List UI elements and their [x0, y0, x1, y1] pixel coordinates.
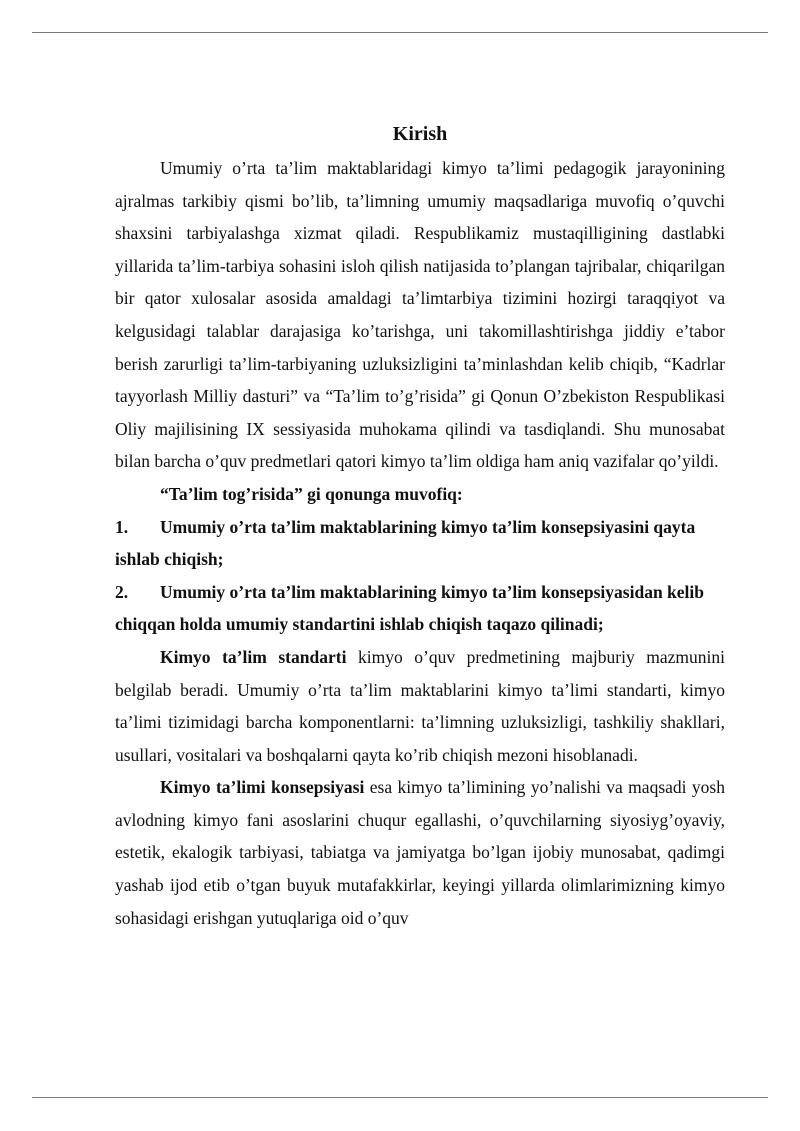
- list-item: [115, 576, 725, 641]
- footer-rule: [32, 1097, 768, 1098]
- standard-text: kimyo o’quv predmetining majburiy mazmunini belgilab beradi. Umumiy o’rta ta’lim maktablarini kimyo ta’limi standarti, kimyo ta’limi tizimidagi barcha komponentlarni: ta’limning uzluksizligi, tashkiliy shakllari, usullari, vositalari va boshqalarni qayta ko’rib chiqish mezoni hisoblanadi.: [115, 646, 725, 765]
- law-heading: “Ta’lim tog’risida” gi qonunga muvofiq:: [160, 483, 463, 504]
- concept-text: esa kimyo ta’limining yo’nalishi va maqsadi yosh avlodning kimyo fani asoslarini chuqur egallashi, o’quvchilarning siyosiyg’oyaviy, estetik, ekalogik tarbiyasi, tabiatga va jamiyatga bo’lgan ijobiy munosabat, qadimgi yashab ijod etib o’tgan buyuk mutafakkirlar, keyingi yillarda olimlarimizning kimyo sohasidagi erishgan yutuqlariga oid o’quv: [115, 777, 725, 928]
- standard-term: Kimyo ta’lim standarti: [160, 646, 347, 667]
- list-item: [115, 511, 725, 576]
- concept-term: Kimyo ta’limi konsepsiyasi: [160, 777, 365, 798]
- intro-paragraph: Umumiy o’rta ta’lim maktablaridagi kimyo ta’limi pedagogik jarayonining ajralmas tarkibiy qismi bo’lib, ta’limning umumiy maqsadlariga muvofiq o’quvchi shaxsini tarbiyalashga xizmat qiladi. Respublikamiz mustaqilligining dastlabki yillarida ta’lim-tarbiya sohasini isloh qilish natijasida to’plangan tajribalar, chiqarilgan bir qator xulosalar asosida amaldagi ta’limtarbiya tizimini hozirgi taraqqiyot va kelgusidagi talablar darajasiga ko’tarishga, uni takomillashtirishga jiddiy e’tabor berish zarurligi ta’lim-tarbiyaning uzluksizligini ta’minlashdan kelib chiqib, “Kadrlar tayyorlash Milliy dasturi” va “Ta’lim to’g’risida” gi Qonun O’zbekiston Respublikasi Oliy majilisining IX sessiyasida muhokama qilindi va tasdiqlandi. Shu munosabat bilan barcha o’quv predmetlari qatori kimyo ta’lim oldiga ham aniq vazifalar qo’yildi.: [115, 158, 725, 472]
- list-item-number: 1.: [115, 516, 129, 537]
- header-rule: [32, 32, 768, 33]
- list-item-text: Umumiy o’rta ta’lim maktablarining kimyo ta’lim konsepsiyasidan kelib chiqqan holda umumiy standartini ishlab chiqish taqazo qilinadi;: [115, 581, 705, 635]
- standard-paragraph: [115, 641, 725, 771]
- list-item-number: 2.: [115, 581, 129, 602]
- concept-paragraph: [115, 771, 725, 934]
- document-title: Kirish: [392, 123, 448, 145]
- document-body: [115, 120, 725, 934]
- list-item-text: Umumiy o’rta ta’lim maktablarining kimyo ta’lim konsepsiyasini qayta ishlab chiqish;: [115, 516, 696, 570]
